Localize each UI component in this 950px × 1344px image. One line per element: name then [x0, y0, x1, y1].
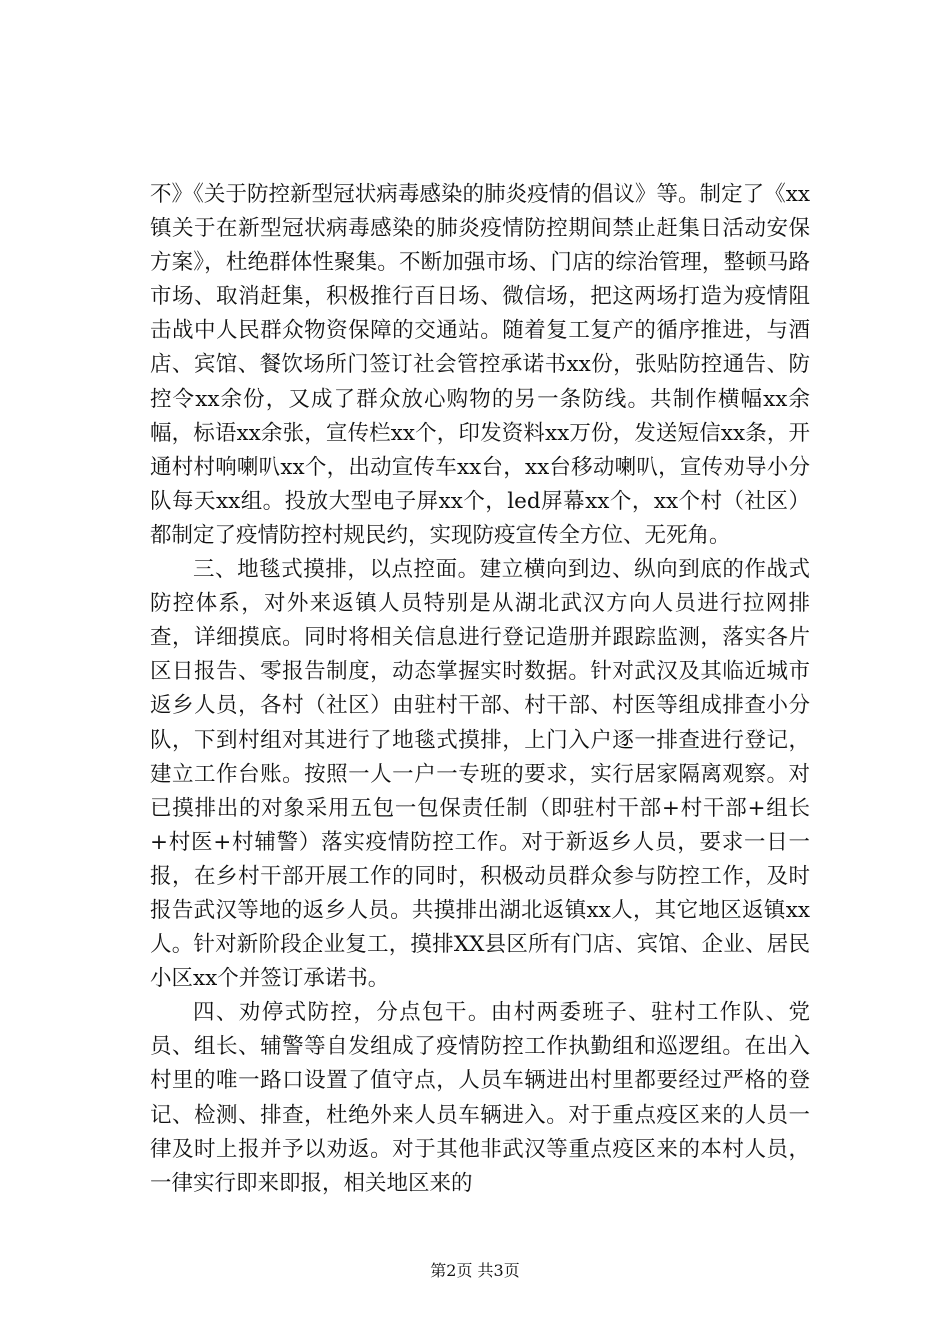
paragraph-continuation: 不》《关于防控新型冠状病毒感染的肺炎疫情的倡议》等。制定了《xx镇关于在新型冠状病毒感染的肺炎疫情防控期间禁止赶集日活动安保方案》，杜绝群体性聚集。不断加强市场、门店的综治管理，整顿马路市场、取消赶集，积极推行百日场、微信场，把这两场打造为疫情阻击战中人民群众物资保障的交通站。随着复工复产的循序推进，与酒店、宾馆、餐饮场所门签订社会管控承诺书xx份，张贴防控通告、防控令xx余份，又成了群众放心购物的另一条防线。共制作横幅xx余幅，标语xx余张，宣传栏xx个，印发资料xx万份，发送短信xx条，开通村村响喇叭xx个，出动宣传车xx台，xx台移动喇叭，宣传劝导小分队每天xx组。投放大型电子屏xx个，led屏幕xx个，xx个村（社区）都制定了疫情防控村规民约，实现防疫宣传全方位、无死角。 — [150, 182, 810, 548]
paragraph-section-three: 三、地毯式摸排，以点控面。建立横向到边、纵向到底的作战式防控体系，对外来返镇人员特别是从湖北武汉方向人员进行拉网排查，详细摸底。同时将相关信息进行登记造册并跟踪监测，落实各片区日报告、零报告制度，动态掌握实时数据。针对武汉及其临近城市返乡人员，各村（社区）由驻村干部、村干部、村医等组成排查小分队，下到村组对其进行了地毯式摸排，上门入户逐一排查进行登记，建立工作台账。按照一人一户一专班的要求，实行居家隔离观察。对已摸排出的对象采用五包一包保责任制（即驻村干部+村干部+组长+村医+村辅警）落实疫情防控工作。对于新返乡人员，要求一日一报，在乡村干部开展工作的同时，积极动员群众参与防控工作，及时报告武汉等地的返乡人员。共摸排出湖北返镇xx人，其它地区返镇xx人。针对新阶段企业复工，摸排XX县区所有门店、宾馆、企业、居民小区xx个并签订承诺书。 — [150, 557, 810, 992]
page-footer: 第2页 共3页 — [430, 1261, 520, 1280]
document-body — [150, 178, 810, 1201]
paragraph-section-four: 四、劝停式防控，分点包干。由村两委班子、驻村工作队、党员、组长、辅警等自发组成了疫情防控工作执勤组和巡逻组。在出入村里的唯一路口设置了值守点，人员车辆进出村里都要经过严格的登记、检测、排查，杜绝外来人员车辆进入。对于重点疫区来的人员一律及时上报并予以劝返。对于其他非武汉等重点疫区来的本村人员，一律实行即来即报，相关地区来的 — [150, 1000, 810, 1196]
